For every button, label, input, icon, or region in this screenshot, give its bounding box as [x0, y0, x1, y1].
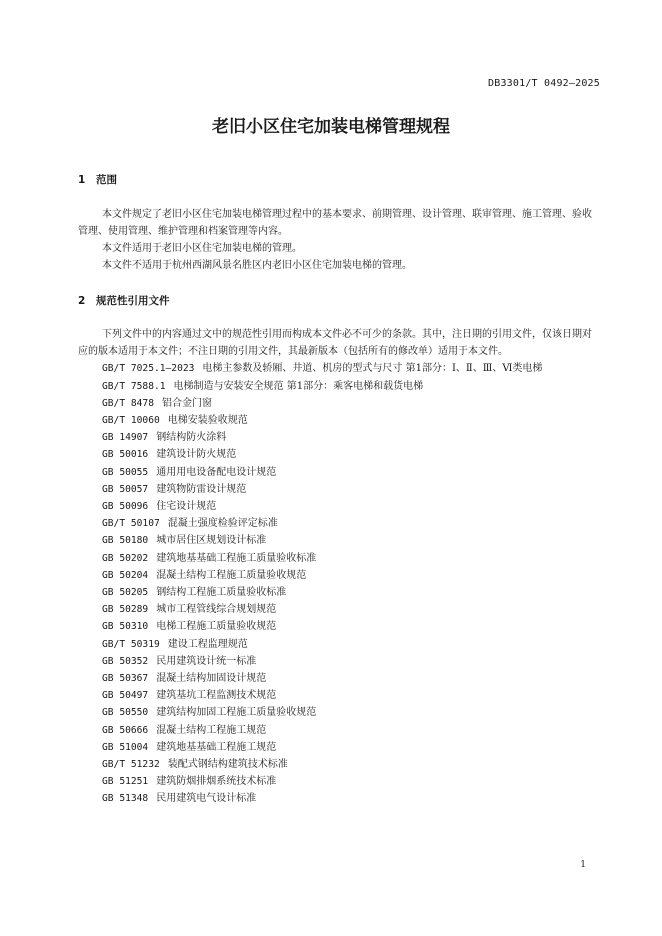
reference-name: 钢结构工程施工质量验收标准 [156, 587, 287, 599]
reference-name: 建筑防烟排烟系统技术标准 [156, 776, 277, 788]
reference-name: 电梯工程施工质量验收规范 [156, 621, 277, 633]
reference-item [78, 515, 598, 532]
reference-name: 混凝土结构工程施工质量验收规范 [156, 569, 307, 581]
reference-item [78, 722, 598, 739]
reference-name: 民用建筑电气设计标准 [156, 793, 257, 805]
section-1-paragraph: 本文件规定了老旧小区住宅加装电梯管理过程中的基本要求、前期管理、设计管理、联审管理、施工管理、验收管理、使用管理、维护管理和档案管理等内容。 [78, 209, 592, 237]
reference-name: 电梯安装验收规范 [167, 415, 248, 427]
reference-code: GB 51348 [102, 793, 149, 805]
reference-item [78, 464, 598, 481]
section-1-number: 1 [78, 174, 86, 186]
reference-name: 建筑地基基础工程施工规范 [156, 741, 277, 753]
reference-name: 混凝土结构工程施工规范 [156, 724, 267, 736]
reference-code: GB 50666 [102, 724, 149, 736]
reference-code: GB/T 7588.1 [102, 380, 166, 392]
reference-item [78, 618, 598, 635]
reference-name: 建筑地基基础工程施工质量验收标准 [156, 552, 317, 564]
reference-name: 混凝土强度检验评定标准 [167, 518, 278, 530]
reference-name: 钢结构防火涂料 [156, 432, 227, 444]
reference-item [78, 481, 598, 498]
normative-references [78, 326, 598, 808]
reference-item [78, 773, 598, 790]
reference-item [78, 395, 598, 412]
reference-name: 建筑设计防火规范 [156, 449, 237, 461]
reference-item [78, 429, 598, 446]
reference-name: 电梯主参数及轿厢、井道、机房的型式与尺寸 第1部分：Ⅰ、Ⅱ、Ⅲ、Ⅵ类电梯 [202, 363, 543, 375]
reference-item [78, 550, 598, 567]
reference-item [78, 532, 598, 549]
section-2-title: 规范性引用文件 [96, 295, 170, 307]
reference-item [78, 687, 598, 704]
reference-item [78, 653, 598, 670]
document-code: DB3301/T 0492—2025 [488, 78, 600, 89]
reference-code: GB 50202 [102, 552, 149, 564]
reference-item [78, 498, 598, 515]
reference-name: 混凝土结构加固设计规范 [156, 673, 267, 685]
reference-list [78, 360, 598, 807]
reference-item [78, 446, 598, 463]
section-2-heading [78, 293, 170, 308]
reference-name: 电梯制造与安装安全规范 第1部分：乘客电梯和载货电梯 [173, 380, 424, 392]
reference-name: 铝合金门窗 [161, 397, 212, 409]
section-1-title: 范围 [96, 174, 117, 186]
reference-name: 建筑结构加固工程施工质量验收规范 [156, 707, 317, 719]
reference-code: GB/T 51232 [102, 759, 160, 771]
reference-name: 城市工程管线综合规划规范 [156, 604, 277, 616]
reference-item [78, 378, 598, 395]
reference-code: GB 50352 [102, 655, 149, 667]
page-number: 1 [580, 860, 586, 870]
reference-code: GB 51251 [102, 776, 149, 788]
references-intro: 下列文件中的内容通过文中的规范性引用而构成本文件必不可少的条款。其中，注日期的引用文件，仅该日期对应的版本适用于本文件；不注日期的引用文件，其最新版本（包括所有的修改单）适用于本文件。 [78, 329, 592, 358]
reference-code: GB 50205 [102, 587, 149, 599]
reference-code: GB 50367 [102, 673, 149, 685]
reference-name: 住宅设计规范 [156, 501, 217, 513]
reference-code: GB 50550 [102, 707, 149, 719]
reference-name: 建筑物防雷设计规范 [156, 483, 247, 495]
reference-code: GB 50096 [102, 501, 149, 513]
reference-code: GB 50055 [102, 466, 149, 478]
reference-item [78, 756, 598, 773]
reference-code: GB/T 10060 [102, 415, 160, 427]
reference-name: 民用建筑设计统一标准 [156, 655, 257, 667]
reference-item [78, 360, 598, 377]
reference-code: GB 50016 [102, 449, 149, 461]
reference-name: 通用用电设备配电设计规范 [156, 466, 277, 478]
section-2-number: 2 [78, 295, 86, 307]
reference-code: GB/T 50107 [102, 518, 160, 530]
reference-code: GB 50204 [102, 569, 149, 581]
reference-code: GB/T 50319 [102, 638, 160, 650]
reference-code: GB 50497 [102, 690, 149, 702]
section-1-body [78, 206, 598, 274]
reference-code: GB 50289 [102, 604, 149, 616]
section-1-heading [78, 172, 117, 187]
reference-name: 建设工程监理规范 [167, 638, 248, 650]
reference-code: GB 50180 [102, 535, 149, 547]
reference-name: 装配式钢结构建筑技术标准 [167, 759, 288, 771]
reference-code: GB 50057 [102, 483, 149, 495]
reference-code: GB 51004 [102, 741, 149, 753]
reference-code: GB 50310 [102, 621, 149, 633]
reference-item [78, 636, 598, 653]
reference-code: GB/T 8478 [102, 397, 154, 409]
section-1-paragraph: 本文件不适用于杭州西湖风景名胜区内老旧小区住宅加装电梯的管理。 [102, 260, 412, 271]
reference-item [78, 790, 598, 807]
reference-item [78, 601, 598, 618]
reference-item [78, 704, 598, 721]
section-1-paragraph: 本文件适用于老旧小区住宅加装电梯的管理。 [102, 243, 302, 254]
document-title: 老旧小区住宅加装电梯管理规程 [212, 117, 450, 137]
reference-item [78, 670, 598, 687]
reference-code: GB 14907 [102, 432, 149, 444]
reference-code: GB/T 7025.1—2023 [102, 363, 195, 375]
reference-item [78, 567, 598, 584]
reference-name: 建筑基坑工程监测技术规范 [156, 690, 277, 702]
reference-name: 城市居住区规划设计标准 [156, 535, 267, 547]
reference-item [78, 739, 598, 756]
reference-item [78, 584, 598, 601]
reference-item [78, 412, 598, 429]
